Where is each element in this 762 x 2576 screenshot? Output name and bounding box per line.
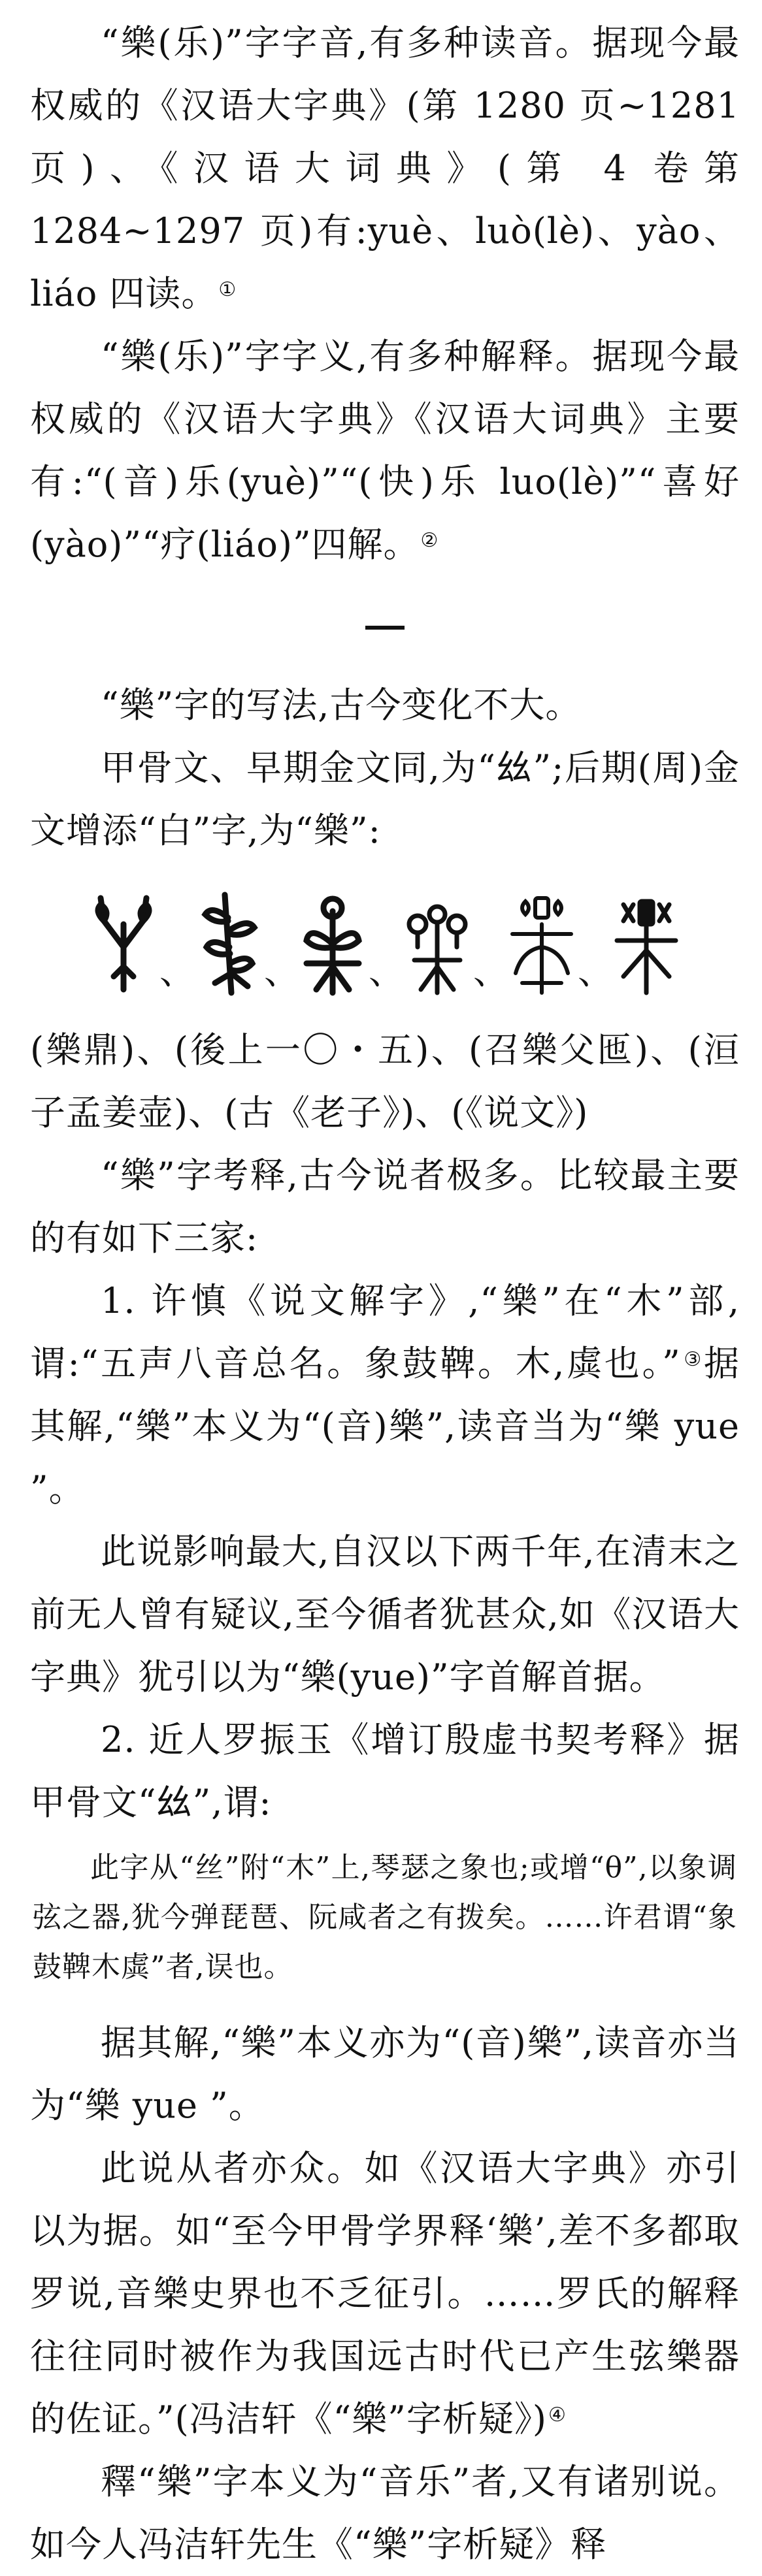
section-number-one <box>365 626 405 630</box>
paragraph-text: 据其解,“樂”本义为“(音)樂”,读音当为“樂 yue ”。 <box>30 1343 740 1509</box>
footnote-marker-4[interactable]: ④ <box>548 2404 567 2426</box>
paragraph-influence: 此说影响最大,自汉以下两千年,在清末之前无人曾有疑议,至今循者犹甚众,如《汉语大字典》犹引以为“樂(yue)”字首解首据。 <box>30 1531 740 1698</box>
paragraph-text: “樂(乐)”字字义,有多种解释。据现今最权威的《汉语大字典》《汉语大词典》主要有:“(音)乐(yuè)”“(快)乐 luo(lè)”“喜好(yào)”“疗(liáo)”四解。 <box>30 336 740 565</box>
paragraph-text: 此说从者亦众。如《汉语大字典》亦引以为据。如“至今甲骨学界释‘樂’,差不多都取罗说,音樂史界也不乏征引。……罗氏的解释往往同时被作为我国远古时代已产生弦樂器的佐证。”(冯洁轩《“樂”字析疑》) <box>30 2148 740 2439</box>
bronze-yue-glyph <box>297 885 369 996</box>
block-quote: 此字从“丝”附“木”上,琴瑟之象也;或增“θ”,以象调弦之器,犹今弹琵琶、阮咸者之有拨矣。……许君谓“象鼓鞞木虡”者,误也。 <box>33 1851 737 1984</box>
glyph-sources-caption: (樂鼎)、(後上一〇・五)、(召樂父匜)、(洹子孟姜壶)、(古《老子》)、(《说文》) <box>30 1029 740 1133</box>
paragraph-meaning <box>30 325 740 576</box>
paragraph-text: “樂(乐)”字字音,有多种读音。据现今最权威的《汉语大字典》(第 1280 页~1281 页)、《汉语大词典》(第 4 卷第 1284~1297 页)有:yuè、luò(lè)、yào、liáo 四读。 <box>30 22 740 314</box>
oracle-bone-yue-glyph <box>88 885 159 996</box>
glyph-separator: 、 <box>369 951 404 992</box>
ancient-glyph-row <box>30 862 740 1019</box>
paragraph-luo-meaning: 据其解,“樂”本义亦为“(音)樂”,读音亦当为“樂 yue ”。 <box>30 2022 740 2126</box>
footnote-marker-2[interactable]: ② <box>420 529 439 552</box>
glyph-separator: 、 <box>578 951 613 992</box>
oracle-bone-yue-glyph-2 <box>192 885 264 996</box>
footnote-marker-3[interactable]: ③ <box>682 1348 704 1371</box>
paragraph-luo-zhenyu: 2. 近人罗振玉《增订殷虚书契考释》据甲骨文“𢆶”,谓: <box>30 1719 740 1823</box>
section-heading <box>30 576 740 674</box>
paragraph-pronunciation <box>30 12 740 325</box>
paragraph-writing: “樂”字的写法,古今变化不大。 <box>101 684 582 726</box>
footnote-marker-1[interactable]: ① <box>218 278 237 301</box>
paragraph-interpretations: “樂”字考释,古今说者极多。比较最主要的有如下三家: <box>30 1155 740 1259</box>
seal-yue-glyph-2 <box>610 885 682 996</box>
paragraph-bronze: 甲骨文、早期金文同,为“𢆶”;后期(周)金文增添“白”字,为“樂”: <box>30 747 740 851</box>
glyph-separator: 、 <box>264 951 299 992</box>
paragraph-followers <box>30 2137 740 2451</box>
paragraph-other-views: 釋“樂”字本义为“音乐”者,又有诸别说。如今人冯洁轩先生《“樂”字析疑》释 <box>30 2461 740 2565</box>
seal-yue-glyph <box>506 885 578 996</box>
paragraph-xu-shen <box>30 1270 740 1521</box>
glyph-separator: 、 <box>473 951 508 992</box>
bronze-yue-glyph-2 <box>401 885 473 996</box>
glyph-separator: 、 <box>159 951 195 992</box>
paragraph-text: 1. 许慎《说文解字》,“樂”在“木”部,谓:“五声八音总名。象鼓鞞。木,虡也。” <box>30 1280 740 1384</box>
